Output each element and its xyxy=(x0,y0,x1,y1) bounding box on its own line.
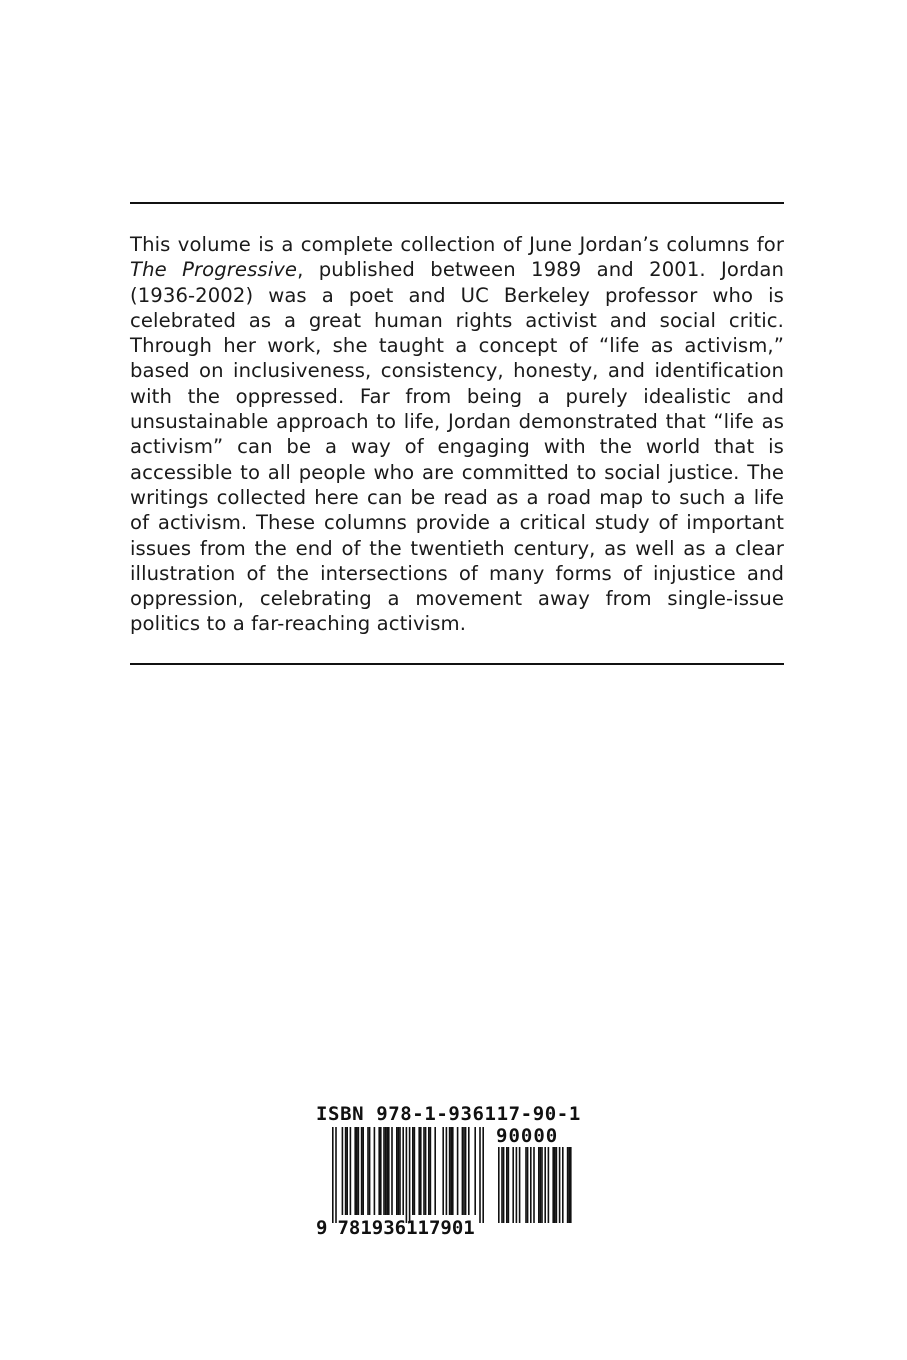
barcode-bar xyxy=(540,1147,542,1223)
barcode-bar xyxy=(412,1127,414,1215)
barcode-bar xyxy=(479,1127,481,1223)
top-divider xyxy=(130,202,784,204)
barcode-bar xyxy=(423,1127,425,1215)
barcode-bar xyxy=(428,1127,430,1215)
barcode-bar xyxy=(369,1127,371,1215)
ean-first-digit: 9 xyxy=(316,1217,328,1239)
barcode-bar xyxy=(442,1127,444,1215)
bottom-divider xyxy=(130,663,784,665)
barcode-bar xyxy=(385,1127,387,1215)
barcode-bar xyxy=(512,1147,514,1223)
barcode-bar xyxy=(527,1147,529,1223)
barcode-bar xyxy=(356,1127,358,1215)
barcode-bar xyxy=(398,1127,400,1215)
ean-left-group: 781936 xyxy=(337,1217,407,1239)
barcode-bar xyxy=(361,1127,363,1215)
isbn-label: ISBN 978-1-936117-90-1 xyxy=(316,1103,581,1125)
barcode-bar xyxy=(354,1127,356,1215)
barcode-bar xyxy=(367,1127,369,1215)
barcode-bar xyxy=(399,1127,401,1215)
barcode-bar xyxy=(519,1147,521,1223)
barcode-bar xyxy=(388,1127,390,1215)
barcode-bar xyxy=(516,1147,518,1223)
barcode-bar xyxy=(450,1127,452,1215)
barcode-bar xyxy=(530,1147,532,1223)
barcode-bar xyxy=(462,1127,464,1215)
barcode-bar xyxy=(332,1127,334,1223)
barcode-bar xyxy=(434,1127,436,1215)
barcode-bar xyxy=(552,1147,554,1223)
barcode-bar xyxy=(358,1127,360,1215)
barcode-bar xyxy=(446,1127,448,1215)
barcode-bar xyxy=(420,1127,422,1215)
blurb-part2: , published between 1989 and 2001. Jordan (1936-2002) was a poet and UC Berkeley professor who is celebrated as a great human rights activist and social critic. Through her work, she taught a concept of “life as activism,” based on inclusiveness, consistency, honesty, and identification with the oppressed. Far from being a purely idealistic and unsustainable approach to life, Jordan demonstrated that “life as activism” can be a way of engaging with the world that is accessible to all people who are committed to social justice. The writings collected here can be read as a road map to such a life of activism. These columns provide a critical study of important issues from the end of the twentieth century, as well as a clear illustration of the intersections of many forms of injustice and oppression, celebrating a movement away from single-issue politics to a far-reaching activism. xyxy=(130,258,784,636)
barcode-bar xyxy=(465,1127,467,1215)
barcode-bar xyxy=(556,1147,558,1223)
barcode-bar xyxy=(508,1147,510,1223)
barcode-bar xyxy=(350,1127,352,1215)
barcode-bar xyxy=(380,1127,382,1215)
barcode-bar xyxy=(554,1147,556,1223)
barcode-bar xyxy=(342,1127,344,1215)
barcode-bar xyxy=(506,1147,508,1223)
barcode-bar xyxy=(474,1127,476,1215)
barcode-bar xyxy=(430,1127,432,1215)
ean-right-group: 117901 xyxy=(406,1217,475,1239)
blurb-part1: This volume is a complete collection of June Jordan’s columns for xyxy=(130,233,784,256)
barcode-bar xyxy=(386,1127,388,1215)
barcode-bar xyxy=(568,1147,570,1223)
barcode-bar xyxy=(409,1127,411,1223)
barcode-bar xyxy=(544,1147,546,1223)
barcode-bar xyxy=(418,1127,420,1215)
barcode-bar xyxy=(482,1127,484,1223)
barcode-bar xyxy=(406,1127,408,1223)
barcode-bar xyxy=(449,1127,451,1215)
barcode-bar xyxy=(457,1127,459,1215)
barcode-bar xyxy=(383,1127,385,1215)
publication-title: The Progressive xyxy=(130,258,298,282)
addon-digits: 90000 xyxy=(496,1125,559,1147)
barcode-bar xyxy=(503,1147,505,1223)
barcode-bar xyxy=(538,1147,540,1223)
barcode-bar xyxy=(346,1127,348,1215)
barcode-bar xyxy=(541,1147,543,1223)
barcode-bar xyxy=(391,1127,393,1215)
back-cover-blurb xyxy=(130,232,784,637)
barcode-bar xyxy=(362,1127,364,1215)
barcode-bar xyxy=(548,1147,550,1223)
barcode-bar xyxy=(374,1127,376,1215)
barcode-bar xyxy=(498,1147,500,1223)
barcode-bar xyxy=(559,1147,561,1223)
barcode-bar xyxy=(562,1147,564,1223)
ean-digits xyxy=(316,1217,475,1239)
barcode-bar xyxy=(345,1127,347,1215)
isbn-barcode xyxy=(316,1103,581,1243)
barcode-bar xyxy=(463,1127,465,1215)
barcode-bar xyxy=(402,1127,404,1215)
barcode-bar xyxy=(501,1147,503,1223)
barcode-bar xyxy=(425,1127,427,1215)
barcode-bar xyxy=(468,1127,470,1215)
barcode-bar xyxy=(452,1127,454,1215)
barcode-bar xyxy=(335,1127,337,1223)
barcode-bar xyxy=(414,1127,416,1215)
barcode-bar xyxy=(378,1127,380,1215)
barcode-bar xyxy=(570,1147,572,1223)
barcode-bar xyxy=(525,1147,527,1223)
barcode-bar xyxy=(567,1147,569,1223)
barcode-bar xyxy=(396,1127,398,1215)
barcode-bar xyxy=(533,1147,535,1223)
